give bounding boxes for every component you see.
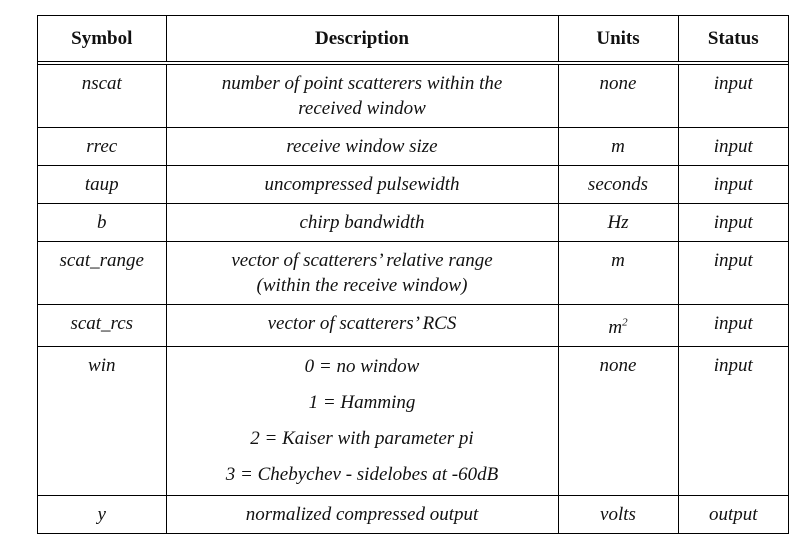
table-row xyxy=(38,63,788,128)
table-row xyxy=(38,347,788,496)
window-option: 0 = no window xyxy=(304,356,420,377)
cell-units: m xyxy=(558,242,678,305)
cell-description: receive window size xyxy=(166,128,558,166)
cell-symbol: b xyxy=(38,204,166,242)
cell-description: vector of scatterers’ RCS xyxy=(166,305,558,347)
cell-units: seconds xyxy=(558,166,678,204)
cell-status: input xyxy=(678,166,788,204)
table-row xyxy=(38,242,788,305)
description-line: number of point scatterers within the xyxy=(221,73,503,94)
table xyxy=(38,16,788,533)
header-status: Status xyxy=(678,16,788,63)
cell-units: none xyxy=(558,347,678,496)
cell-status: input xyxy=(678,204,788,242)
cell-status: input xyxy=(678,347,788,496)
cell-description-options xyxy=(166,347,558,496)
cell-description xyxy=(166,242,558,305)
cell-status: input xyxy=(678,128,788,166)
units-superscript: 2 xyxy=(622,316,628,329)
table-row xyxy=(38,305,788,347)
table-body xyxy=(38,63,788,533)
cell-description: uncompressed pulsewidth xyxy=(166,166,558,204)
cell-symbol: scat_rcs xyxy=(38,305,166,347)
cell-units: none xyxy=(558,63,678,128)
cell-status: input xyxy=(678,242,788,305)
table-row xyxy=(38,128,788,166)
units-base: m xyxy=(608,317,623,338)
cell-units xyxy=(558,305,678,347)
cell-status: input xyxy=(678,305,788,347)
cell-description: normalized compressed output xyxy=(166,496,558,534)
cell-symbol: win xyxy=(38,347,166,496)
cell-symbol: rrec xyxy=(38,128,166,166)
header-row xyxy=(38,16,788,63)
table-header xyxy=(38,16,788,63)
parameter-table xyxy=(37,15,789,534)
cell-description: chirp bandwidth xyxy=(166,204,558,242)
header-symbol: Symbol xyxy=(38,16,166,63)
cell-units: m xyxy=(558,128,678,166)
cell-symbol: nscat xyxy=(38,63,166,128)
cell-symbol: scat_range xyxy=(38,242,166,305)
description-line: received window xyxy=(298,98,426,119)
window-option: 1 = Hamming xyxy=(308,392,416,413)
cell-symbol: y xyxy=(38,496,166,534)
cell-units: Hz xyxy=(558,204,678,242)
cell-description xyxy=(166,63,558,128)
header-units: Units xyxy=(558,16,678,63)
cell-units: volts xyxy=(558,496,678,534)
window-option: 3 = Chebychev - sidelobes at -60dB xyxy=(225,464,499,485)
cell-status: input xyxy=(678,63,788,128)
description-line: (within the receive window) xyxy=(256,275,468,296)
table-row xyxy=(38,496,788,534)
cell-symbol: taup xyxy=(38,166,166,204)
window-option: 2 = Kaiser with parameter pi xyxy=(250,428,474,449)
table-row xyxy=(38,166,788,204)
header-description: Description xyxy=(166,16,558,63)
cell-status: output xyxy=(678,496,788,534)
table-row xyxy=(38,204,788,242)
description-line: vector of scatterers’ relative range xyxy=(231,250,493,271)
